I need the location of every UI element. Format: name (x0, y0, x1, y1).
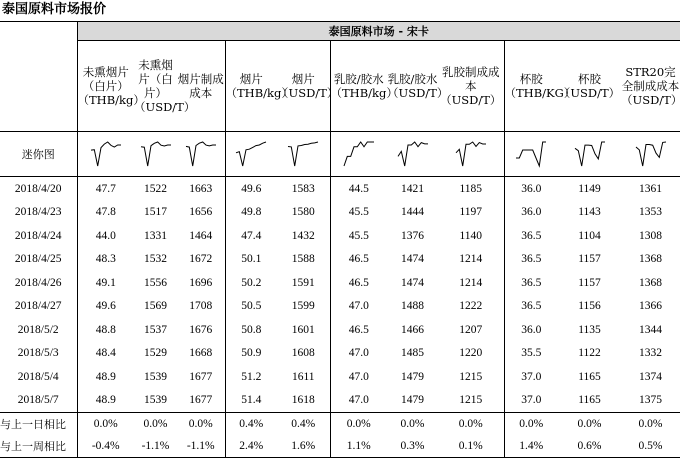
value-cell: 1599 (291, 300, 315, 313)
sparkline-line (91, 142, 121, 166)
sparkline-chart (233, 139, 269, 169)
table-row (0, 365, 680, 389)
value-cell: 1143 (578, 206, 601, 219)
value-cell: 48.9 (77, 389, 134, 413)
date-cell: 2018/4/20 (14, 182, 62, 195)
table-row (0, 224, 680, 248)
value-cell: 37.0 (504, 365, 558, 389)
value-cell: 45.5 (330, 201, 387, 225)
value-cell: 51.4 (225, 389, 277, 413)
value-cell: 1344 (639, 323, 662, 336)
sparkline-line (186, 142, 216, 166)
value-cell: 1580 (291, 206, 315, 219)
group-header: 泰国原料市场 - 宋卡 (77, 22, 680, 41)
value-cell: 1464 (189, 229, 213, 242)
value-cell: 1104 (578, 229, 601, 242)
change-cell: 0.0% (638, 418, 663, 430)
value-cell: 1488 (401, 300, 424, 313)
value-cell: 36.5 (504, 271, 558, 295)
value-cell: 49.1 (77, 271, 134, 295)
change-cell: 0.3% (387, 435, 438, 458)
table-row (0, 389, 680, 413)
column-header: 未熏烟片（白片）（USD/T） (134, 41, 177, 132)
value-cell: 48.9 (77, 365, 134, 389)
value-cell: 1517 (144, 206, 167, 219)
sparkline-label: 迷你图 (0, 132, 77, 177)
value-cell: 1214 (459, 253, 483, 266)
value-cell: 36.5 (504, 248, 558, 272)
value-cell: 1157 (578, 253, 601, 266)
change-label: 与上一周相比 (0, 435, 77, 458)
value-cell: 35.5 (504, 342, 558, 366)
value-cell: 1149 (578, 182, 601, 195)
change-cell: -1.1% (134, 435, 177, 458)
change-cell: 0.0% (400, 418, 425, 430)
change-cell: -0.4% (77, 435, 134, 458)
change-cell: 2.4% (225, 435, 277, 458)
sparkline-chart (572, 139, 608, 169)
value-cell: 1556 (144, 276, 167, 289)
date-cell: 2018/5/2 (17, 323, 59, 336)
value-cell: 1485 (401, 347, 424, 360)
value-cell: 49.8 (225, 201, 277, 225)
value-cell: 1539 (134, 389, 177, 413)
value-cell: 1479 (401, 370, 424, 383)
value-cell: 1366 (639, 300, 662, 313)
sparkline-cell (225, 132, 277, 177)
column-header: 乳胶/胶水（USD/T） (387, 41, 438, 132)
value-cell: 1214 (459, 276, 483, 289)
value-cell: 1474 (401, 253, 424, 266)
change-row (0, 413, 680, 436)
sparkline-chart (453, 139, 489, 169)
sparkline-cell (387, 132, 438, 177)
value-cell: 47.0 (330, 389, 387, 413)
value-cell: 1474 (401, 276, 424, 289)
sparkline-row (0, 132, 680, 177)
table-row (0, 271, 680, 295)
change-cell: 0.0% (143, 418, 168, 430)
value-cell: 1368 (639, 276, 662, 289)
value-cell: 1583 (291, 182, 315, 195)
value-cell: 1668 (189, 347, 213, 360)
value-cell: 1376 (401, 229, 424, 242)
value-cell: 47.0 (330, 342, 387, 366)
value-cell: 1656 (189, 206, 213, 219)
value-cell: 1331 (144, 229, 167, 242)
sparkline-chart (395, 139, 431, 169)
sparkline-line (456, 142, 486, 166)
value-cell: 1332 (639, 347, 662, 360)
sparkline-line (516, 142, 546, 166)
value-cell: 1537 (144, 323, 167, 336)
value-cell: 47.4 (225, 224, 277, 248)
sparkline-line (344, 142, 374, 166)
date-cell: 2018/4/27 (14, 300, 62, 313)
value-cell: 1708 (189, 300, 213, 313)
value-cell: 1207 (459, 323, 483, 336)
value-cell: 1466 (401, 323, 424, 336)
value-cell: 1197 (459, 206, 483, 219)
value-cell: 1220 (459, 347, 483, 360)
value-cell: 1122 (578, 347, 601, 360)
value-cell: 1618 (277, 389, 330, 413)
value-cell: 48.3 (77, 248, 134, 272)
corner-cell (0, 22, 77, 41)
value-cell: 44.5 (330, 177, 387, 201)
sparkline-cell (621, 132, 680, 177)
change-cell: 0.0% (577, 418, 602, 430)
table-row (0, 248, 680, 272)
column-header: 烟片（USD/T） (277, 41, 330, 132)
value-cell: 50.9 (225, 342, 277, 366)
page-title: 泰国原料市场报价 (2, 2, 107, 17)
column-header: STR20完全制成成本（USD/T） (621, 41, 680, 132)
sparkline-chart (285, 139, 321, 169)
date-cell: 2018/4/23 (14, 206, 62, 219)
value-cell: 1361 (639, 182, 662, 195)
value-cell: 1663 (189, 182, 213, 195)
change-cell: 0.5% (621, 435, 680, 458)
value-cell: 36.0 (504, 201, 558, 225)
value-cell: 1185 (459, 182, 483, 195)
column-header: 乳胶/胶水（THB/kg） (330, 41, 387, 132)
sparkline-cell (330, 132, 387, 177)
change-cell: 0.0% (77, 413, 134, 436)
change-cell: 0.0% (504, 413, 558, 436)
value-cell: 1215 (438, 389, 504, 413)
value-cell: 1672 (189, 253, 213, 266)
sparkline-chart (513, 139, 549, 169)
value-cell: 1374 (639, 370, 662, 383)
change-cell: 1.4% (504, 435, 558, 458)
value-cell: 1529 (144, 347, 167, 360)
value-cell: 50.1 (225, 248, 277, 272)
sparkline-chart (633, 139, 669, 169)
value-cell: 49.6 (77, 295, 134, 319)
sparkline-cell (504, 132, 558, 177)
column-header: 杯胶（THB/KG） (504, 41, 558, 132)
value-cell: 1608 (291, 347, 315, 360)
value-cell: 1611 (291, 370, 315, 383)
date-cell: 2018/5/7 (0, 389, 77, 413)
value-cell: 47.8 (77, 201, 134, 225)
value-cell: 1479 (387, 389, 438, 413)
value-cell: 51.2 (225, 365, 277, 389)
value-cell: 50.2 (225, 271, 277, 295)
value-cell: 1677 (189, 370, 213, 383)
change-cell: 1.6% (277, 435, 330, 458)
value-cell: 37.0 (504, 389, 558, 413)
value-cell: 1591 (291, 276, 315, 289)
sparkline-chart (138, 139, 174, 169)
value-cell: 1375 (621, 389, 680, 413)
change-cell: 1.1% (330, 435, 387, 458)
sparkline-cell (177, 132, 225, 177)
value-cell: 1368 (639, 253, 662, 266)
value-cell: 1157 (578, 276, 601, 289)
date-cell: 2018/4/24 (14, 229, 62, 242)
table-row (0, 201, 680, 225)
change-label: 与上一日相比 (0, 418, 66, 431)
value-cell: 1156 (578, 300, 601, 313)
value-cell: 47.0 (330, 295, 387, 319)
sparkline-cell (438, 132, 504, 177)
value-cell: 46.5 (330, 271, 387, 295)
change-cell: 0.6% (558, 435, 621, 458)
sparkline-line (288, 142, 318, 166)
value-cell: 1308 (639, 229, 662, 242)
value-cell: 1432 (291, 229, 315, 242)
table-row (0, 177, 680, 201)
value-cell: 36.0 (504, 177, 558, 201)
value-cell: 36.5 (504, 224, 558, 248)
sparkline-chart (88, 139, 124, 169)
sparkline-cell (277, 132, 330, 177)
column-header: 未熏烟片（白片）（THB/kg） (77, 41, 134, 132)
value-cell: 1601 (291, 323, 315, 336)
value-cell: 1522 (144, 182, 167, 195)
sparkline-line (636, 142, 666, 166)
column-header: 乳胶制成成本（USD/T） (438, 41, 504, 132)
value-cell: 47.7 (77, 177, 134, 201)
change-cell: 0.1% (438, 435, 504, 458)
corner-cell-lower (0, 41, 77, 132)
value-cell: 49.6 (225, 177, 277, 201)
value-cell: 1222 (459, 300, 483, 313)
value-cell: 50.8 (225, 318, 277, 342)
price-table (0, 21, 680, 458)
change-cell: 0.4% (225, 413, 277, 436)
sparkline-line (236, 142, 266, 166)
value-cell: 1135 (578, 323, 601, 336)
value-cell: 1421 (401, 182, 424, 195)
value-cell: 1165 (558, 389, 621, 413)
value-cell: 1215 (459, 370, 483, 383)
change-cell: 0.0% (188, 418, 213, 430)
value-cell: 45.5 (330, 224, 387, 248)
change-row (0, 435, 680, 458)
value-cell: 1353 (639, 206, 662, 219)
column-header: 杯胶（USD/T） (558, 41, 621, 132)
sparkline-cell (134, 132, 177, 177)
column-header: 烟片制成成本 (177, 41, 225, 132)
table-row (0, 342, 680, 366)
value-cell: 1539 (144, 370, 167, 383)
value-cell: 47.0 (330, 365, 387, 389)
column-header-row (0, 41, 680, 132)
sparkline-line (141, 142, 171, 166)
value-cell: 1569 (144, 300, 167, 313)
change-cell: 0.0% (458, 418, 483, 430)
value-cell: 44.0 (77, 224, 134, 248)
sparkline-cell (558, 132, 621, 177)
value-cell: 1677 (177, 389, 225, 413)
date-cell: 2018/5/4 (17, 370, 59, 383)
value-cell: 46.5 (330, 318, 387, 342)
value-cell: 46.5 (330, 248, 387, 272)
date-cell: 2018/4/26 (14, 276, 62, 289)
value-cell: 1588 (291, 253, 315, 266)
sparkline-chart (341, 139, 377, 169)
value-cell: 1444 (401, 206, 424, 219)
sparkline-chart (183, 139, 219, 169)
sparkline-cell (77, 132, 134, 177)
value-cell: 48.8 (77, 318, 134, 342)
change-cell: 0.0% (330, 413, 387, 436)
change-cell: 0.4% (291, 418, 316, 430)
value-cell: 48.4 (77, 342, 134, 366)
date-cell: 2018/4/25 (14, 253, 62, 266)
sparkline-line (575, 142, 605, 166)
value-cell: 36.5 (504, 295, 558, 319)
sparkline-line (398, 142, 428, 166)
value-cell: 36.0 (504, 318, 558, 342)
value-cell: 1696 (189, 276, 213, 289)
value-cell: 1676 (189, 323, 213, 336)
change-cell: -1.1% (177, 435, 225, 458)
value-cell: 1532 (144, 253, 167, 266)
date-cell: 2018/5/3 (17, 347, 59, 360)
value-cell: 50.5 (225, 295, 277, 319)
table-row (0, 318, 680, 342)
column-header: 烟片（THB/kg） (225, 41, 277, 132)
value-cell: 1140 (459, 229, 483, 242)
table-row (0, 295, 680, 319)
value-cell: 1165 (578, 370, 601, 383)
